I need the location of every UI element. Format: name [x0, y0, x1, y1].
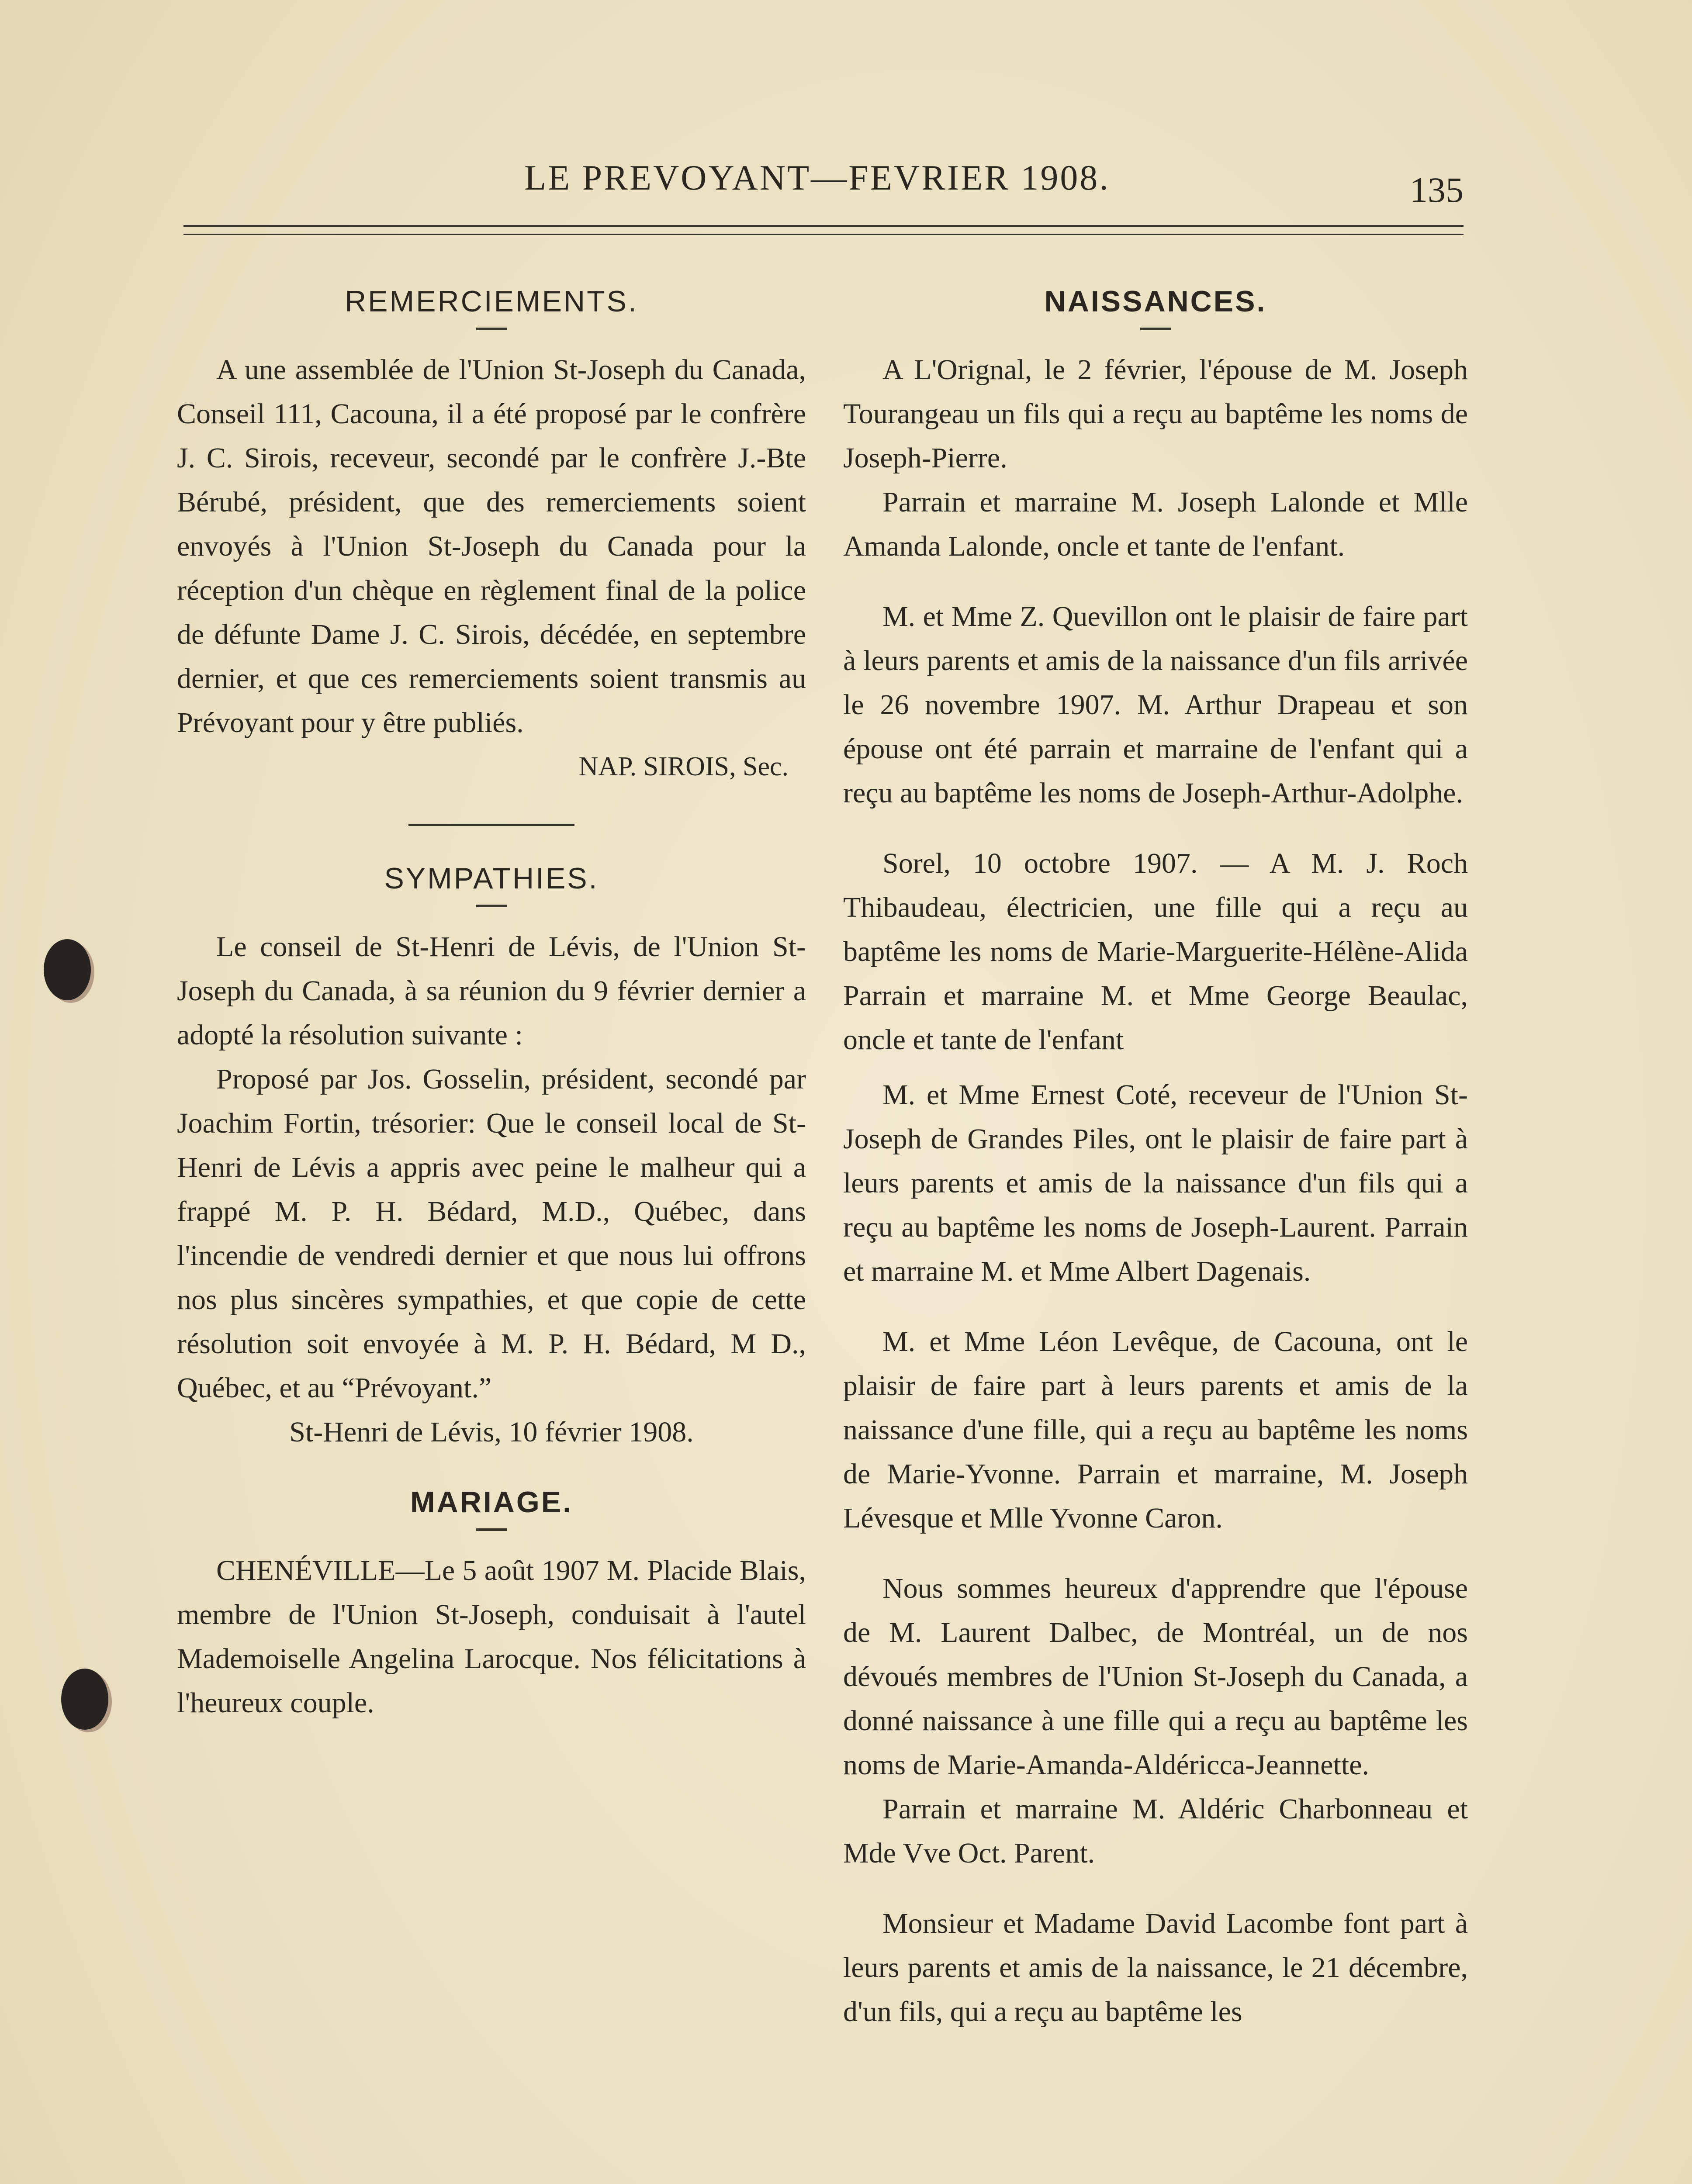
page-number: 135	[1410, 170, 1464, 210]
left-column	[177, 280, 806, 1725]
birth-notice: M. et Mme Ernest Coté, receveur de l'Union St-Joseph de Grandes Piles, ont le plaisir de faire part à leurs parents et amis de la naissance d'un fils qui a reçu au baptême les noms de Joseph-Laurent. Parrain et marraine M. et Mme Albert Dagenais.	[843, 1079, 1468, 1287]
birth-notice: Monsieur et Madame David Lacombe font part à leurs parents et amis de la naissance, le 21 décembre, d'un fils, qui a reçu au baptême les	[843, 1908, 1468, 2028]
remerciements-heading: REMERCIEMENTS.	[345, 285, 638, 318]
birth-notice: Parrain et marraine M. Joseph Lalonde et Mlle Amanda Lalonde, oncle et tante de l'enfant.	[843, 486, 1468, 562]
heading-dash	[476, 328, 507, 330]
mariage-body: CHENÉVILLE—Le 5 août 1907 M. Placide Blais, membre de l'Union St-Joseph, conduisait à l'autel Mademoiselle Angelina Larocque. Nos félicitations à l'heureux couple.	[177, 1555, 806, 1719]
running-header	[175, 157, 1464, 210]
heading-dash	[476, 905, 507, 907]
birth-notice: A L'Orignal, le 2 février, l'épouse de M. Joseph Tourangeau un fils qui a reçu au baptême les noms de Joseph-Pierre.	[843, 354, 1468, 474]
binding-hole-bottom	[61, 1669, 108, 1730]
sympathies-intro: Le conseil de St-Henri de Lévis, de l'Union St-Joseph du Canada, à sa réunion du 9 février dernier a adopté la résolution suivante :	[177, 931, 806, 1051]
remerciements-signature: NAP. SIROIS, Sec.	[578, 752, 789, 781]
header-rule-thin	[183, 234, 1464, 235]
remerciements-body: A une assemblée de l'Union St-Joseph du Canada, Conseil 111, Cacouna, il a été proposé par le confrère J. C. Sirois, receveur, secondé par le confrère J.-Bte Bérubé, président, que des remerciements soient envoyés à l'Union St-Joseph du Canada pour la réception d'un chèque en règlement final de la police de défunte Dame J. C. Sirois, décédée, en septembre dernier, et que ces remerciements soient transmis au Prévoyant pour y être publiés.	[177, 354, 806, 739]
birth-notice: Nous sommes heureux d'apprendre que l'épouse de M. Laurent Dalbec, de Montréal, un de nos dévoués membres de l'Union St-Joseph du Canada, a donné naissance à une fille qui a reçu au baptême les noms de Marie-Amanda-Aldéricca-Jeannette.	[843, 1572, 1468, 1781]
header-rule-thick	[183, 225, 1464, 227]
naissances-heading: NAISSANCES.	[1044, 285, 1267, 318]
section-separator	[408, 824, 574, 826]
sympathies-section	[177, 857, 806, 1454]
heading-dash	[1140, 328, 1171, 330]
birth-notice: M. et Mme Z. Quevillon ont le plaisir de faire part à leurs parents et amis de la naissance d'un fils arrivée le 26 novembre 1907. M. Arthur Drapeau et son épouse ont été parrain et marraine de l'enfant qui a reçu au baptême les noms de Joseph-Arthur-Adolphe.	[843, 601, 1468, 809]
header-title: LE PREVOYANT—FEVRIER 1908.	[524, 158, 1110, 197]
binding-hole-top	[44, 939, 91, 1000]
sympathies-date: St-Henri de Lévis, 10 février 1908.	[289, 1416, 694, 1448]
right-column	[843, 280, 1468, 2034]
birth-notice: Sorel, 10 octobre 1907. — A M. J. Roch Thibaudeau, électricien, une fille qui a reçu au baptême les noms de Marie-Marguerite-Hélène-Alida Parrain et marraine M. et Mme George Beaulac, oncle et tante de l'enfant	[843, 847, 1468, 1056]
remerciements-section	[177, 280, 806, 789]
heading-dash	[476, 1528, 507, 1531]
birth-notice: M. et Mme Léon Levêque, de Cacouna, ont le plaisir de faire part à leurs parents et amis de la naissance d'une fille, qui a reçu au baptême les noms de Marie-Yvonne. Parrain et marraine, M. Joseph Lévesque et Mlle Yvonne Caron.	[843, 1326, 1468, 1534]
birth-notice: Parrain et marraine M. Aldéric Charbonneau et Mde Vve Oct. Parent.	[843, 1793, 1468, 1869]
sympathies-resolution: Proposé par Jos. Gosselin, président, secondé par Joachim Fortin, trésorier: Que le conseil local de St-Henri de Lévis a appris avec peine le malheur qui a frappé M. P. H. Bédard, M.D., Québec, dans l'incendie de vendredi dernier et que nous lui offrons nos plus sincères sympathies, et que copie de cette résolution soit envoyée à M. P. H. Bédard, M D., Québec, et au “Prévoyant.”	[177, 1063, 806, 1404]
sympathies-heading: SYMPATHIES.	[384, 862, 599, 895]
mariage-section	[177, 1480, 806, 1725]
mariage-heading: MARIAGE.	[410, 1486, 573, 1519]
